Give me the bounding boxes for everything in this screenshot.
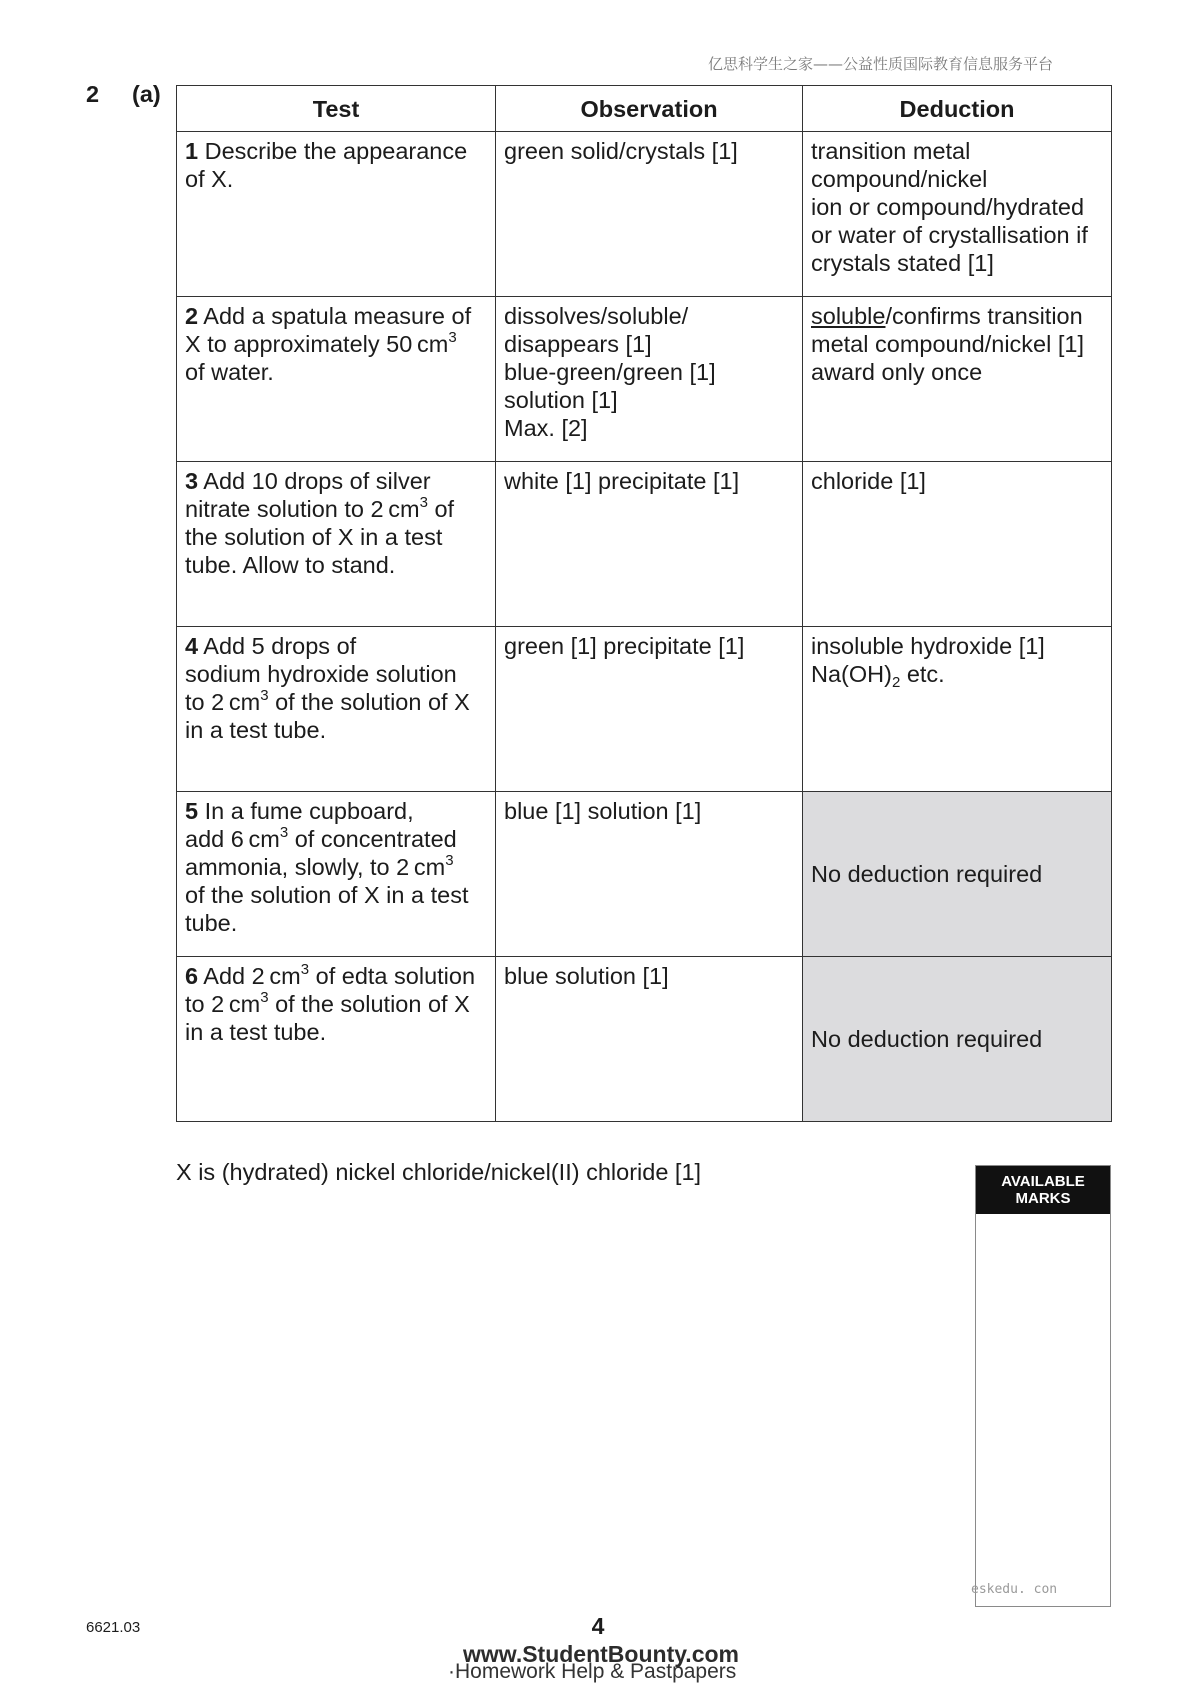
cell-line [185,990,489,1018]
cell-line [185,962,489,990]
cell-text: tube. Allow to stand. [185,552,396,578]
cell-line [185,660,489,688]
cell-text: add 6 cm [185,826,280,852]
answer-text: X is (hydrated) nickel chloride/nickel(II) chloride [1] [176,1159,702,1185]
cell-line [185,165,489,193]
cell-text: of X. [185,166,234,192]
cell-text: etc. [900,661,945,687]
cell-text: sodium hydroxide solution [185,661,457,687]
header-observation: Observation [496,86,803,132]
underlined-text: soluble [811,303,886,329]
cell-text: X to approximately 50 cm [185,331,449,357]
cell-line [811,1025,1105,1053]
cell-text: ammonia, slowly, to 2 cm [185,854,446,880]
cell-line [504,137,796,165]
cell-line [185,909,489,937]
test-number: 5 [185,798,199,824]
cell-text: of the solution of X [268,689,470,715]
side-watermark: eskedu. con [971,1582,1058,1597]
cell-text: No deduction required [811,861,1043,887]
cell-text: tube. [185,910,238,936]
cell-line [504,358,796,386]
test-number: 3 [185,468,199,494]
cell-text: or water of crystallisation if [811,222,1088,248]
page-number: 4 [591,1613,605,1639]
available-marks-box [975,1165,1111,1607]
cell-line [185,688,489,716]
superscript: 3 [445,852,454,869]
cell-line [504,414,796,442]
site-tagline: ·Homework Help & Pastpapers [448,1660,737,1683]
cell-line [185,632,489,660]
observation-cell [496,792,803,957]
cell-line [185,467,489,495]
cell-text: award only once [811,359,983,385]
cell-text: in a test tube. [185,717,327,743]
table-row [177,462,1112,627]
cell-line [185,825,489,853]
table-row [177,627,1112,792]
cell-text: Add 10 drops of silver [198,468,431,494]
cell-text: In a fume cupboard, [198,798,414,824]
header-test: Test [177,86,496,132]
superscript: 3 [260,687,269,704]
cell-text: blue-green/green [1] [504,359,716,385]
cell-line [185,495,489,523]
cell-text: green solid/crystals [1] [504,138,738,164]
cell-line [185,853,489,881]
cell-text: of water. [185,359,274,385]
cell-line [185,358,489,386]
cell-line [185,137,489,165]
cell-text: Max. [2] [504,415,588,441]
deduction-cell [803,462,1112,627]
cell-text: insoluble hydroxide [1] [811,633,1045,659]
observation-cell [496,957,803,1122]
cell-text: Describe the appearance [198,138,468,164]
cell-line [811,137,1105,165]
cell-line [185,523,489,551]
cell-line [185,551,489,579]
cell-line [811,358,1105,386]
site-watermark: www.StudentBounty.com [463,1641,739,1667]
cell-line [811,632,1105,660]
paper-code: 6621.03 [86,1619,141,1636]
cell-line [811,330,1105,358]
cell-text: disappears [1] [504,331,652,357]
test-cell [177,792,496,957]
observation-cell [496,627,803,792]
cell-text: of [427,496,455,522]
cell-line [811,660,1105,691]
test-number: 4 [185,633,199,659]
table-row [177,132,1112,297]
cell-text: of the solution of X [268,991,470,1017]
cell-text: chloride [1] [811,468,926,494]
mark-scheme-table [176,85,1112,1122]
test-number: 6 [185,963,199,989]
question-part: (a) [132,81,161,107]
deduction-cell [803,957,1112,1122]
cell-line [504,467,796,495]
header-watermark: 亿思科学生之家——公益性质国际教育信息服务平台 [707,55,1053,73]
cell-text: crystals stated [1] [811,250,994,276]
observation-cell [496,132,803,297]
cell-text: to 2 cm [185,689,261,715]
cell-line [185,797,489,825]
cell-text: blue solution [1] [504,963,669,989]
cell-text: the solution of X in a test [185,524,443,550]
cell-line [185,881,489,909]
cell-text: of concentrated [288,826,457,852]
table-row [177,792,1112,957]
table-row [177,957,1112,1122]
cell-line [185,302,489,330]
deduction-cell [803,627,1112,792]
superscript: 3 [448,329,457,346]
cell-line [504,797,796,825]
test-cell [177,132,496,297]
cell-text: No deduction required [811,1026,1043,1052]
cell-text: Na(OH) [811,661,892,687]
header-deduction: Deduction [803,86,1112,132]
superscript: 3 [419,494,428,511]
cell-text: of edta solution [309,963,476,989]
cell-line [185,716,489,744]
cell-text: dissolves/soluble/ [504,303,689,329]
table-body [177,132,1112,1122]
subscript: 2 [891,674,901,691]
cell-line [504,632,796,660]
deduction-cell [803,132,1112,297]
available-label: AVAILABLE [1001,1173,1085,1190]
test-number: 1 [185,138,199,164]
cell-text: ion or compound/hydrated [811,194,1085,220]
test-cell [177,957,496,1122]
cell-line [185,330,489,358]
cell-line [811,165,1105,193]
cell-line [504,302,796,330]
table-header-row [177,86,1112,132]
cell-text: blue [1] solution [1] [504,798,702,824]
table-row [177,297,1112,462]
cell-text: to 2 cm [185,991,261,1017]
superscript: 3 [300,961,310,978]
cell-text: /confirms transition [885,303,1083,329]
cell-line [811,467,1105,495]
cell-line [811,860,1105,888]
observation-cell [496,297,803,462]
cell-line [504,330,796,358]
cell-text: in a test tube. [185,1019,327,1045]
superscript: 3 [279,824,289,841]
cell-text: Add a spatula measure of [198,303,472,329]
test-number: 2 [185,303,199,329]
cell-text: Add 2 cm [198,963,301,989]
cell-text: white [1] precipitate [1] [504,468,740,494]
superscript: 3 [260,989,269,1006]
test-cell [177,627,496,792]
marks-label: MARKS [1015,1190,1071,1207]
test-cell [177,297,496,462]
cell-text: Add 5 drops of [198,633,357,659]
cell-line [185,1018,489,1046]
cell-line [504,386,796,414]
cell-line [811,302,1105,330]
cell-line [504,962,796,990]
available-marks-header [976,1166,1110,1214]
deduction-cell [803,297,1112,462]
cell-text: transition metal [811,138,971,164]
cell-line [811,249,1105,277]
question-number: 2 [86,81,100,107]
cell-text: compound/nickel [811,166,988,192]
cell-line [811,193,1105,221]
observation-cell [496,462,803,627]
cell-line [811,221,1105,249]
test-cell [177,462,496,627]
cell-text: metal compound/nickel [1] [811,331,1085,357]
cell-text: green [1] precipitate [1] [504,633,745,659]
cell-text: of the solution of X in a test [185,882,469,908]
deduction-cell [803,792,1112,957]
cell-text: solution [1] [504,387,618,413]
cell-text: nitrate solution to 2 cm [185,496,420,522]
